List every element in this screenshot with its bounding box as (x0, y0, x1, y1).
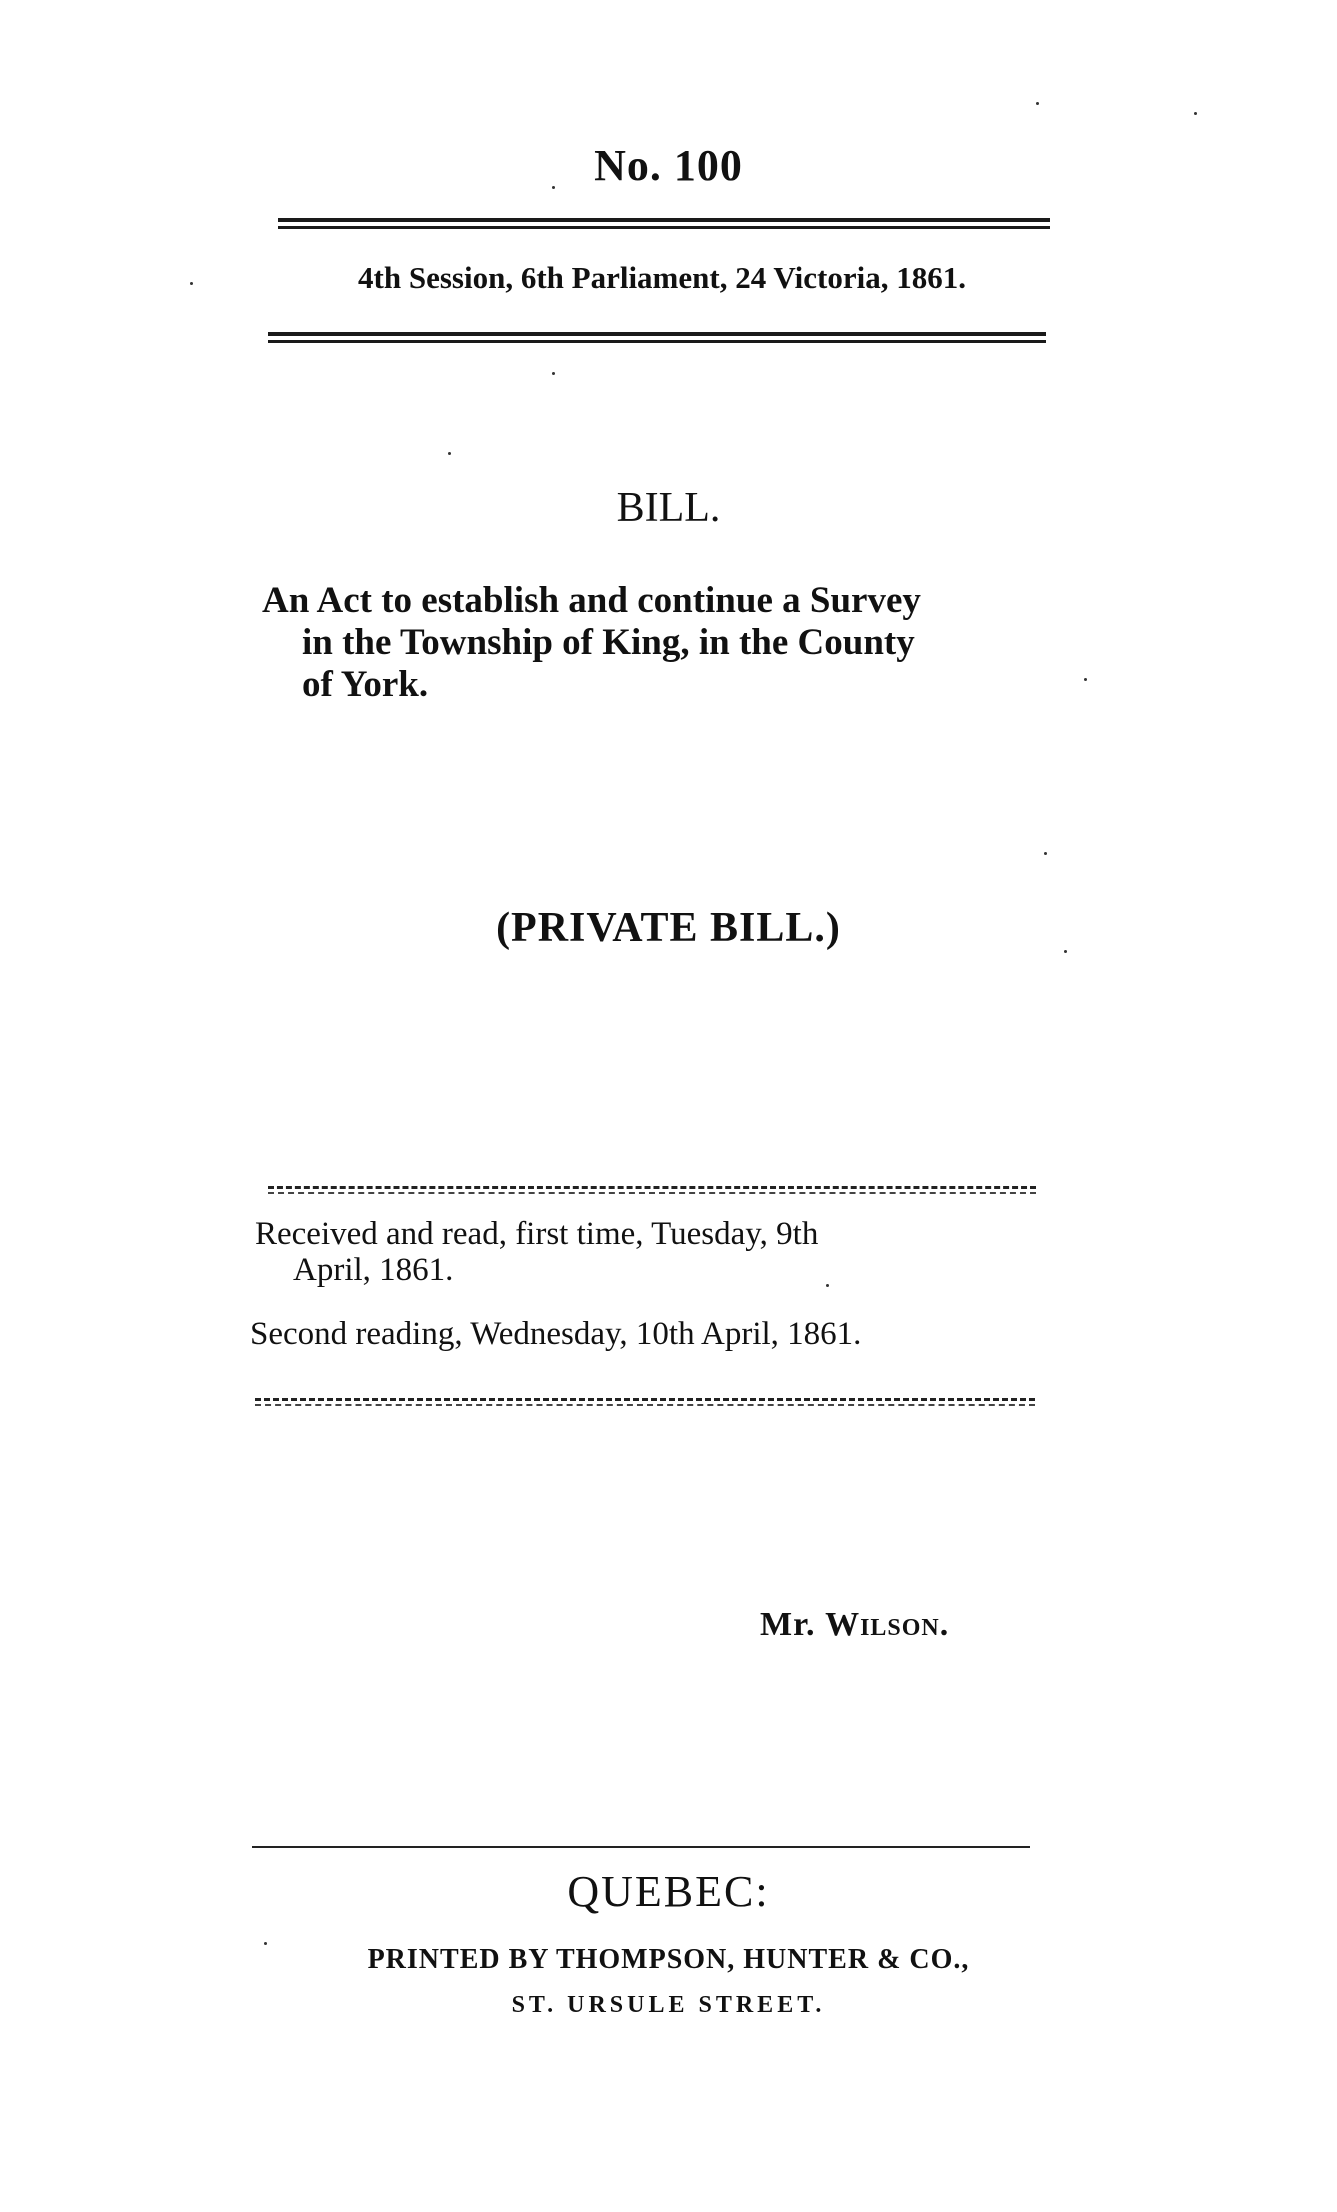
bill-type: (PRIVATE BILL.) (496, 905, 841, 951)
member-name (760, 1606, 1020, 1644)
act-title-line-3: of York. (302, 664, 429, 705)
scan-speck (552, 372, 555, 375)
bill-number: No. 100 (594, 141, 743, 190)
scan-speck (1084, 678, 1087, 681)
first-reading (255, 1216, 1045, 1288)
dashed-rule-readings-top (268, 1186, 1036, 1194)
scan-speck (1036, 102, 1039, 105)
session-line: 4th Session, 6th Parliament, 24 Victoria, 1861. (358, 260, 966, 295)
scan-speck (552, 186, 555, 189)
first-reading-line-1: Received and read, first time, Tuesday, 9th (255, 1216, 819, 1252)
first-reading-line-2: April, 1861. (293, 1252, 454, 1288)
act-title (262, 580, 1072, 706)
scan-speck (826, 1284, 829, 1287)
bill-heading: BILL. (616, 485, 721, 531)
imprint-printer: PRINTED BY THOMPSON, HUNTER & CO., (367, 1944, 970, 1975)
act-title-line-2: in the Township of King, in the County (302, 622, 915, 663)
double-rule-top (278, 218, 1050, 229)
double-rule-session (268, 332, 1046, 343)
second-reading: Second reading, Wednesday, 10th April, 1861. (250, 1316, 862, 1352)
scan-speck (264, 1942, 267, 1945)
scan-speck (190, 282, 193, 285)
act-title-line-1: An Act to establish and continue a Survey (262, 580, 921, 621)
member-prefix: Mr. (760, 1606, 816, 1643)
imprint-rule (252, 1846, 1030, 1848)
scan-speck (1194, 112, 1197, 115)
scan-speck (448, 452, 451, 455)
scan-speck (1064, 950, 1067, 953)
member-surname: Wilson. (825, 1606, 950, 1643)
imprint-city: QUEBEC: (567, 1867, 770, 1916)
dashed-rule-readings-bottom (255, 1398, 1035, 1406)
scan-speck (1044, 852, 1047, 855)
imprint-street: ST. URSULE STREET. (511, 1992, 826, 2018)
